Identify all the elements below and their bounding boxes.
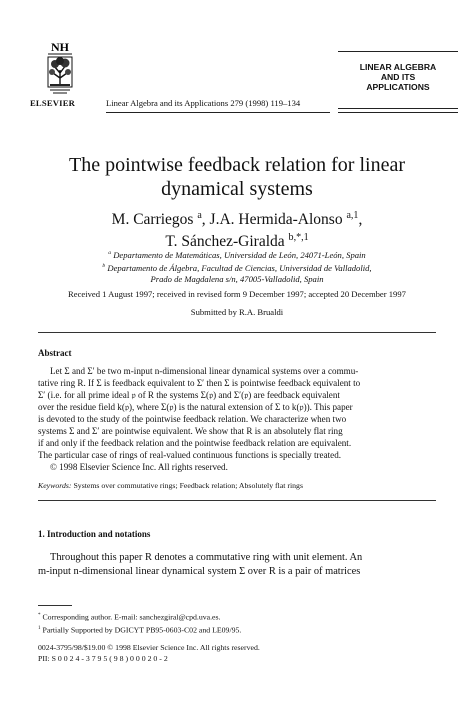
elsevier-tree-logo — [44, 40, 76, 96]
divider-bottom — [38, 500, 436, 501]
affiliation-a — [20, 248, 454, 261]
submitted-by: Submitted by R.A. Brualdi — [190, 307, 284, 317]
abstract-heading: Abstract — [38, 348, 72, 358]
body-line: m-input n-dimensional linear dynamical system Σ over R is a pair of matrices — [38, 566, 361, 577]
abstract-line: Σ′ (i.e. for all prime ideal 𝔭 of R the systems Σ(𝔭) and Σ′(𝔭) are feedback equivalent — [38, 390, 340, 400]
keywords-text: Systems over commutative rings; Feedback relation; Absolutely flat rings — [73, 481, 303, 490]
divider-top — [38, 332, 436, 333]
author-list — [20, 207, 454, 251]
keywords-label: Keywords: — [38, 481, 72, 490]
copyright-block — [38, 642, 436, 664]
abstract-line: is devoted to the study of the pointwise feedback relation. We characterize when two — [38, 414, 347, 424]
logo-nh-text: NH — [51, 40, 69, 54]
journal-citation: Linear Algebra and its Applications 279 (1998) 119–134 — [106, 98, 301, 108]
title-line-1: The pointwise feedback relation for linear — [69, 154, 405, 176]
publisher-name: ELSEVIER — [30, 98, 76, 108]
copyright-line-2: PII: S 0 0 2 4 - 3 7 9 5 ( 9 8 ) 0 0 0 2 0 - 2 — [38, 654, 168, 663]
affiliation-a-text: Departamento de Matemáticas, Universidad de León, 24071-León, Spain — [113, 249, 366, 260]
brand-line-2: AND ITS — [380, 72, 416, 82]
abstract-line: The particular case of rings of real-valued continuous functions is specially treated. — [38, 450, 342, 460]
abstract-line: systems Σ and Σ′ are pointwise equivalent. We show that R is an absolutely flat ring — [38, 426, 343, 436]
abstract-copyright: © 1998 Elsevier Science Inc. All rights reserved. — [50, 462, 228, 472]
affiliation-b-mark: b — [102, 262, 106, 269]
authors-line-1: M. Carriegos $^a$, J.A. Hermida-Alonso $^{a,1}$, — [111, 210, 363, 229]
author-1: M. Carriegos — [111, 211, 194, 229]
brand-rule-bottom-1 — [338, 108, 458, 109]
abstract-body — [38, 365, 436, 473]
abstract-line: Let Σ and Σ′ be two m-input n-dimensional linear dynamical systems over a commu- — [50, 366, 359, 376]
footnote-star-mark: * — [38, 612, 41, 618]
affiliation-b — [20, 261, 454, 274]
author-2: J.A. Hermida-Alonso — [209, 211, 343, 229]
footnote-rule — [38, 605, 72, 606]
affiliation-a-mark: a — [108, 250, 112, 256]
body-line: Throughout this paper R denotes a commutative ring with unit element. An — [50, 552, 363, 563]
footnote-corresponding — [38, 610, 436, 623]
paper-title — [20, 153, 454, 201]
affiliation-b-text-2: Prado de Magdalena s/n, 47005-Valladolid, Spain — [150, 273, 324, 284]
abstract-line: tative ring R. If Σ is feedback equivalent to Σ′ then Σ is pointwise feedback equivalent to — [38, 378, 361, 388]
footnote-one-mark: 1 — [38, 624, 41, 631]
journal-brand — [338, 62, 458, 92]
brand-rule-top — [338, 51, 458, 52]
author-3-affil: b,*,1 — [288, 232, 309, 244]
keywords — [38, 481, 436, 490]
brand-line-3: APPLICATIONS — [366, 82, 430, 92]
header-rule — [106, 112, 330, 113]
abstract-line: if and only if the feedback relation and the pointwise feedback relation are equivalent. — [38, 438, 352, 448]
brand-rule-bottom-2 — [338, 112, 458, 113]
brand-line-1: LINEAR ALGEBRA — [359, 62, 437, 72]
section-heading: 1. Introduction and notations — [38, 529, 151, 539]
footnote-corresponding-text: Corresponding author. E-mail: sanchezgiral@cpd.uva.es. — [42, 612, 221, 622]
section-body — [38, 551, 436, 579]
copyright-line-1: 0024-3795/98/$19.00 © 1998 Elsevier Science Inc. All rights reserved. — [38, 643, 260, 652]
footnote-support-text: Partially Supported by DGICYT PB95-0603-C02 and LE09/95. — [42, 625, 242, 635]
received-dates: Received 1 August 1997; received in revised form 9 December 1997; accepted 20 December 1997 — [68, 289, 406, 299]
author-3: T. Sánchez-Giralda — [165, 233, 285, 251]
affiliation-b-text-1: Departamento de Álgebra, Facultad de Ciencias, Universidad de Valladolid, — [107, 262, 372, 273]
author-2-affil: a,1 — [346, 210, 359, 221]
author-1-affil: a — [197, 210, 202, 221]
abstract-line: over the residue field k(𝔭), where Σ(𝔭) is the natural extension of Σ to k(𝔭)). This paper — [38, 402, 353, 412]
footnotes — [38, 610, 436, 635]
footnote-support — [38, 623, 436, 636]
title-line-2: dynamical systems — [161, 178, 313, 200]
affiliations — [20, 248, 454, 285]
